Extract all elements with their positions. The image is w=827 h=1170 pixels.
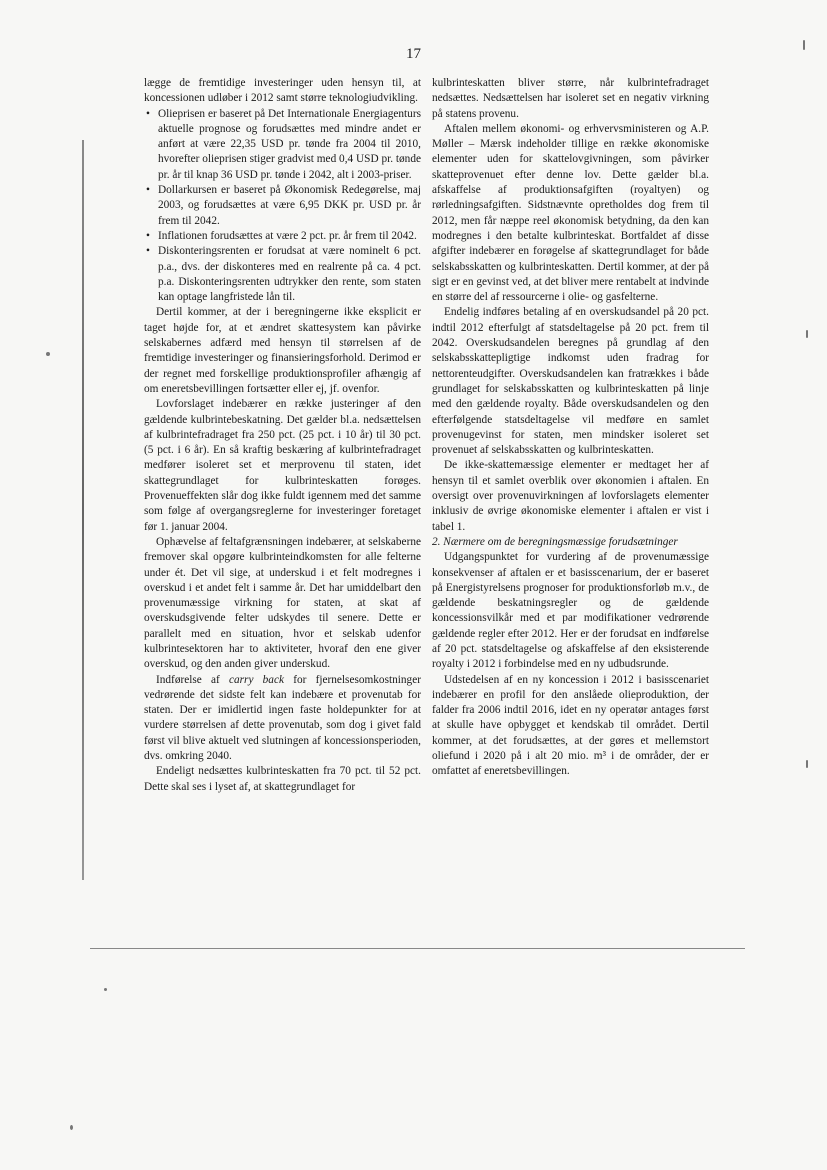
bullet-icon: • bbox=[146, 229, 150, 242]
bullet-icon: • bbox=[146, 184, 150, 197]
paragraph: Aftalen mellem økonomi- og erhvervsministeren og A.P. Møller – Mærsk indeholder tillige en række økonomiske elementer uden for skattelovgivningen, som påvirker skatteprovenuet efter denne lov. Dette gælder bl.a. afskaffelse af produktionsafgiften (royaltyen) og rørledningsafgiften. Sidstnævnte opretholdes dog frem til 2012, men får næppe reel økonomisk betydning, da den kan modregnes i den betalte kulbrinteskat. Bortfaldet af disse afgifter indebærer en forøgelse af skattegrundlaget for både selskabsskatten og kulbrinteskatten. Dertil kommer, at der på sigt er en gevinst ved, at det bliver mere rentabelt at indvinde en større del af ressourcerne i olie- og gasfelterne. bbox=[432, 122, 709, 304]
paragraph: Ophævelse af feltafgrænsningen indebærer, at selskaberne fremover skal opgøre kulbrinteindkomsten for alle felterne under ét. Det vil sige, at underskud i et felt modregnes i overskud i et andet felt i samme år. Det har umiddelbart den provenumæssige virkning for staten, at skat af overskudsgivende felter udskydes til senere. Dette er parallelt med en situation, hvor et selskab udenfor kulbrintesektoren har to aktiviteter, hvoraf den ene giver overskud, og den anden giver underskud. bbox=[144, 535, 421, 671]
list-item: • Dollarkursen er baseret på Økonomisk Redegørelse, maj 2003, og forudsættes at være 6,95 DKK pr. USD pr. år frem til 2042. bbox=[146, 184, 421, 227]
list-item: • Diskonteringsrenten er forudsat at være nominelt 6 pct. p.a., dvs. der diskonteres med en realrente på ca. 4 pct. p.a. Diskonteringsrenten udtrykker den rente, som staten kan optage langfristede lån til. bbox=[146, 245, 421, 304]
scan-speck bbox=[104, 988, 107, 991]
paragraph: kulbrinteskatten bliver større, når kulbrintefradraget nedsættes. Nedsættelsen har isoleret set en negativ virkning på statens provenu. bbox=[432, 77, 709, 120]
left-column bbox=[144, 76, 421, 795]
list-item: • Olieprisen er baseret på Det Internationale Energiagenturs aktuelle prognose og forudsættes med mindre andet er anført at være 22,35 USD pr. tønde fra 2004 til 2010, hvorefter olieprisen stiger gradvist med 0,4 USD pr. tønde pr. år til knap 36 USD pr. tønde i 2042, alt i 2003-priser. bbox=[146, 107, 421, 181]
paragraph: De ikke-skattemæssige elementer er medtaget her af hensyn til et samlet overblik over økonomien i aftalen. En oversigt over provenuvirkningen af lovforslagets elementer inklusiv de øvrige økonomiske elementer i aftalen er vist i tabel 1. bbox=[432, 459, 709, 533]
paragraph: Udgangspunktet for vurdering af de provenumæssige konsekvenser af aftalen er et basisscenarium, der er baseret på Energistyrelsens prognoser for produktionsforløb m.v., de gældende beskatningsregler og de gældende koncessionsvilkår med et par modifikationer vedrørende gældende regler efter 2012. Her er der forudsat en indførelse af 20 pct. statsdeltagelse og afskaffelse af den eksisterende royalty i 2012 i forbindelse med en ny udbudsrunde. bbox=[432, 551, 709, 671]
intro-paragraph: lægge de fremtidige investeringer uden hensyn til, at koncessionen udløber i 2012 samt større teknologiudvikling. bbox=[144, 77, 421, 105]
emphasis-term: carry back bbox=[228, 673, 284, 686]
assumptions-list bbox=[144, 107, 421, 306]
paragraph: Udstedelsen af en ny koncession i 2012 i basisscenariet indebærer en profil for den anslåede olieproduktion, der falder fra 2006 indtil 2016, idet en ny operatør antages først at skulle have opbygget et kendskab til området. Dertil kommer, at det forudsættes, at der gøres et mellemstort oliefund i 2020 på i alt 20 mio. m³ i de områder, der er omfattet af eneretsbevillingen. bbox=[432, 673, 709, 778]
bullet-icon: • bbox=[146, 245, 150, 258]
right-column bbox=[432, 76, 709, 780]
list-item: • Inflationen forudsættes at være 2 pct. pr. år frem til 2042. bbox=[144, 229, 421, 244]
scan-speck bbox=[806, 760, 808, 768]
binding-shadow-line bbox=[82, 140, 84, 880]
paragraph: Dertil kommer, at der i beregningerne ikke eksplicit er taget højde for, at et ændret skattesystem kan påvirke selskabernes adfærd med hensyn til størrelsen af de fremtidige investeringer og finansieringsforhold. Derimod er der regnet med forskellige produktionsprofiler afhængig af om eneretsbevillingen fortsætter eller ej, jf. ovenfor. bbox=[144, 306, 421, 395]
paragraph: Lovforslaget indebærer en række justeringer af den gældende kulbrintebeskatning. Det gælder bl.a. nedsættelsen af kulbrintefradraget fra 250 pct. (25 pct. i 10 år) til 30 pct. (5 pct. i 6 år). En så kraftig beskæring af kulbrintefradraget medfører isoleret set et merprovenu til staten, idet skattegrundlaget for kulbrinteskatten forøges. Provenueffekten slår dog ikke fuldt igennem med det samme som følge af overgangsreglerne for investeringer foretaget før 1. januar 2004. bbox=[144, 398, 421, 533]
footer-divider bbox=[90, 948, 745, 949]
scan-speck bbox=[803, 40, 805, 50]
page-number: 17 bbox=[406, 46, 421, 62]
scan-speck bbox=[70, 1125, 73, 1130]
paragraph: Endelig indføres betaling af en overskudsandel på 20 pct. indtil 2012 efterfulgt af statsdeltagelse på 20 pct. frem til 2042. Overskudsandelen beregnes på grundlag af den selskabsskattepligtige indkomst uden fradrag for nettorenteudgifter. Overskudsandelen kan fratrækkes i både grundlaget for selskabsskatten og kulbrinteskatten på linje med den gældende royalty. Både overskudsandelen og den efterfølgende statsdeltagelse vil medføre en samlet provenugevinst for staten, men mindsker isoleret set provenuet af selskabsskatten og kulbrinteskatten. bbox=[432, 306, 709, 457]
paragraph: Indførelse af carry back for fjernelsesomkostninger vedrørende det sidste felt kan indebære et provenutab for staten. Der er imidlertid ingen faste holdepunkter for at vurdere størrelsen af dette provenutab, som dog i givet fald først vil blive aktuelt ved slutningen af koncessionsperioden, dvs. omkring 2040. bbox=[144, 673, 421, 763]
scan-speck bbox=[46, 352, 50, 356]
bullet-icon: • bbox=[146, 107, 150, 120]
section-heading: 2. Nærmere om de beregningsmæssige forudsætninger bbox=[432, 535, 678, 548]
scan-speck bbox=[806, 330, 808, 338]
paragraph: Endeligt nedsættes kulbrinteskatten fra 70 pct. til 52 pct. Dette skal ses i lyset af, at skattegrundlaget for bbox=[144, 765, 421, 793]
